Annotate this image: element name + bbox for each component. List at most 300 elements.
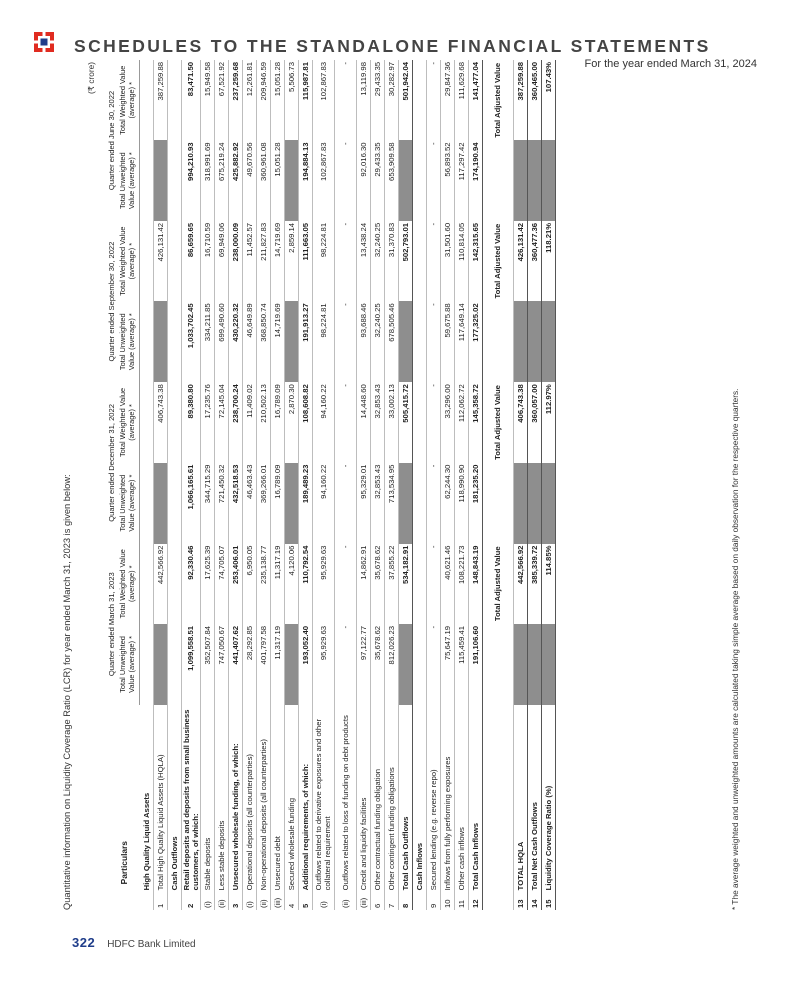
value-cell: 110,792.54 bbox=[298, 544, 312, 624]
bank-name: HDFC Bank Limited bbox=[107, 939, 196, 950]
shaded-cell bbox=[541, 301, 555, 382]
value-cell: 360,477.36 bbox=[527, 221, 541, 301]
value-cell: - bbox=[334, 301, 356, 382]
value-cell: 112.97% bbox=[541, 382, 555, 462]
value-cell: 114.85% bbox=[541, 544, 555, 624]
value-cell: 13,119.98 bbox=[356, 60, 370, 140]
shaded-cell bbox=[398, 463, 412, 544]
value-cell: 62,244.30 bbox=[440, 463, 454, 544]
value-cell: 387,259.88 bbox=[153, 60, 167, 140]
header-adjusted: Total Adjusted Value bbox=[482, 60, 513, 140]
value-cell: 360,465.00 bbox=[527, 60, 541, 140]
row-label: Inflows from fully performing exposures bbox=[440, 705, 454, 892]
value-cell: 17,235.76 bbox=[200, 382, 214, 462]
value-cell: 32,853.43 bbox=[370, 382, 384, 462]
value-cell: 98,224.81 bbox=[312, 221, 334, 301]
blank-cell bbox=[482, 140, 513, 220]
value-cell: - bbox=[334, 221, 356, 301]
value-cell: 111,663.05 bbox=[298, 221, 312, 301]
header-quarter-q4: Quarter ended March 31, 2023 bbox=[107, 572, 116, 677]
shaded-cell bbox=[513, 140, 527, 220]
value-cell: 94,160.22 bbox=[312, 382, 334, 462]
value-cell: 95,929.63 bbox=[312, 544, 334, 624]
value-cell: 86,659.65 bbox=[181, 221, 200, 301]
shaded-cell bbox=[513, 463, 527, 544]
header-adjusted: Total Adjusted Value bbox=[482, 544, 513, 624]
table-row bbox=[140, 60, 154, 910]
table-row bbox=[513, 60, 527, 910]
value-cell: 426,131.42 bbox=[513, 221, 527, 301]
row-number: (i) bbox=[200, 892, 214, 910]
row-label: Unsecured wholesale funding, of which: bbox=[228, 705, 242, 892]
value-cell: 334,211.85 bbox=[200, 301, 214, 382]
header-quarter-q1: Quarter ended June 30, 2022 bbox=[107, 90, 116, 191]
value-cell: 442,566.92 bbox=[153, 544, 167, 624]
value-cell: 95,929.63 bbox=[312, 624, 334, 705]
row-number: (iii) bbox=[356, 892, 370, 910]
value-cell: 97,122.77 bbox=[356, 624, 370, 705]
row-label: Cash Outflows bbox=[167, 705, 181, 892]
row-label: Additional requirements, of which: bbox=[298, 705, 312, 892]
value-cell: 14,448.60 bbox=[356, 382, 370, 462]
row-label: Other cash inflows bbox=[454, 705, 468, 892]
value-cell: 352,507.84 bbox=[200, 624, 214, 705]
table-row bbox=[541, 60, 555, 910]
value-cell: 118,990.90 bbox=[454, 463, 468, 544]
shaded-cell bbox=[541, 624, 555, 705]
value-cell: 74,705.07 bbox=[214, 544, 228, 624]
value-cell: 11,452.57 bbox=[242, 221, 256, 301]
value-cell: - bbox=[426, 544, 440, 624]
row-number bbox=[167, 892, 181, 910]
value-cell: 108,608.82 bbox=[298, 382, 312, 462]
adjusted-header-row bbox=[482, 60, 513, 910]
row-label: Credit and liquidity facilities bbox=[356, 705, 370, 892]
section-spacer bbox=[412, 60, 426, 705]
value-cell: 181,235.20 bbox=[468, 463, 482, 544]
table-row bbox=[468, 60, 482, 910]
row-label: Secured wholesale funding bbox=[284, 705, 298, 892]
value-cell: 49,670.56 bbox=[242, 140, 256, 220]
row-number: 1 bbox=[153, 892, 167, 910]
value-cell: 713,534.95 bbox=[384, 463, 398, 544]
value-cell: 177,325.02 bbox=[468, 301, 482, 382]
value-cell: 33,296.00 bbox=[440, 382, 454, 462]
value-cell: 110,814.05 bbox=[454, 221, 468, 301]
value-cell: 108,221.73 bbox=[454, 544, 468, 624]
table-row bbox=[527, 60, 541, 910]
value-cell: 401,797.58 bbox=[256, 624, 270, 705]
table-row bbox=[370, 60, 384, 910]
row-number bbox=[412, 892, 426, 910]
value-cell: 11,317.19 bbox=[270, 624, 284, 705]
value-cell: 237,259.68 bbox=[228, 60, 242, 140]
shaded-cell bbox=[398, 624, 412, 705]
value-cell: 235,138.77 bbox=[256, 544, 270, 624]
hdfc-logo-icon bbox=[34, 32, 54, 52]
value-cell: 15,949.58 bbox=[200, 60, 214, 140]
value-cell: 11,409.02 bbox=[242, 382, 256, 462]
value-cell: 30,282.97 bbox=[384, 60, 398, 140]
row-label: High Quality Liquid Assets bbox=[140, 705, 154, 892]
value-cell: 142,315.65 bbox=[468, 221, 482, 301]
value-cell: 32,240.25 bbox=[370, 221, 384, 301]
row-label: Stable deposits bbox=[200, 705, 214, 892]
table-row bbox=[440, 60, 454, 910]
value-cell: 102,867.83 bbox=[312, 140, 334, 220]
header-weighted: Total Weighted Value (average) * bbox=[117, 544, 140, 624]
row-number: (iii) bbox=[270, 892, 284, 910]
blank-cell bbox=[482, 705, 513, 892]
shaded-cell bbox=[541, 463, 555, 544]
value-cell: 29,433.35 bbox=[370, 60, 384, 140]
value-cell: 534,182.91 bbox=[398, 544, 412, 624]
row-number: 10 bbox=[440, 892, 454, 910]
value-cell: 344,715.29 bbox=[200, 463, 214, 544]
table-row bbox=[153, 60, 167, 910]
value-cell: 211,827.83 bbox=[256, 221, 270, 301]
row-number bbox=[140, 892, 154, 910]
section-spacer bbox=[140, 60, 154, 705]
table-row bbox=[426, 60, 440, 910]
row-number: 6 bbox=[370, 892, 384, 910]
value-cell: 501,942.04 bbox=[398, 60, 412, 140]
value-cell: 31,370.83 bbox=[384, 221, 398, 301]
table-row bbox=[167, 60, 181, 910]
value-cell: 28,292.85 bbox=[242, 624, 256, 705]
page-subtitle: For the year ended March 31, 2024 bbox=[584, 58, 757, 70]
header-unweighted: Total Unweighted Value (average) * bbox=[117, 463, 140, 544]
row-label: Secured lending (e.g. reverse repo) bbox=[426, 705, 440, 892]
table-row bbox=[200, 60, 214, 910]
value-cell: 16,710.59 bbox=[200, 221, 214, 301]
page-footer bbox=[72, 934, 196, 952]
value-cell: 115,459.41 bbox=[454, 624, 468, 705]
table-row bbox=[228, 60, 242, 910]
value-cell: 32,240.25 bbox=[370, 301, 384, 382]
value-cell: 15,051.28 bbox=[270, 60, 284, 140]
value-cell: 14,862.91 bbox=[356, 544, 370, 624]
value-cell: 253,406.01 bbox=[228, 544, 242, 624]
header-unweighted: Total Unweighted Value (average) * bbox=[117, 140, 140, 220]
value-cell: 148,843.19 bbox=[468, 544, 482, 624]
value-cell: 145,358.72 bbox=[468, 382, 482, 462]
value-cell: 29,433.35 bbox=[370, 140, 384, 220]
value-cell: 32,853.43 bbox=[370, 463, 384, 544]
header-unweighted: Total Unweighted Value (average) * bbox=[117, 624, 140, 705]
value-cell: 16,789.09 bbox=[270, 382, 284, 462]
value-cell: 1,099,558.51 bbox=[181, 624, 200, 705]
row-number: 12 bbox=[468, 892, 482, 910]
value-cell: 141,477.04 bbox=[468, 60, 482, 140]
value-cell: 111,629.68 bbox=[454, 60, 468, 140]
row-number: 11 bbox=[454, 892, 468, 910]
shaded-cell bbox=[527, 463, 541, 544]
table-row bbox=[284, 60, 298, 910]
row-label: Operational deposits (all counterparties) bbox=[242, 705, 256, 892]
table-row bbox=[270, 60, 284, 910]
blank-cell bbox=[482, 463, 513, 544]
value-cell: 1,033,702.45 bbox=[181, 301, 200, 382]
value-cell: 33,002.13 bbox=[384, 382, 398, 462]
row-number: 3 bbox=[228, 892, 242, 910]
row-label: Outflows related to loss of funding on debt products bbox=[334, 705, 356, 892]
row-label: Total High Quality Liquid Assets (HQLA) bbox=[153, 705, 167, 892]
table-row bbox=[384, 60, 398, 910]
value-cell: 406,743.38 bbox=[153, 382, 167, 462]
value-cell: 209,946.59 bbox=[256, 60, 270, 140]
table-row bbox=[214, 60, 228, 910]
value-cell: 174,190.94 bbox=[468, 140, 482, 220]
row-number: 14 bbox=[527, 892, 541, 910]
value-cell: 360,057.00 bbox=[527, 382, 541, 462]
value-cell: 89,380.80 bbox=[181, 382, 200, 462]
value-cell: 93,688.46 bbox=[356, 301, 370, 382]
value-cell: 441,407.62 bbox=[228, 624, 242, 705]
row-label: Unsecured debt bbox=[270, 705, 284, 892]
header-weighted: Total Weighted Value (average) * bbox=[117, 382, 140, 462]
value-cell: 193,052.40 bbox=[298, 624, 312, 705]
row-number: 8 bbox=[398, 892, 412, 910]
value-cell: 35,678.62 bbox=[370, 624, 384, 705]
value-cell: 117,297.42 bbox=[454, 140, 468, 220]
header-quarter-q2: Quarter ended September 30, 2022 bbox=[107, 241, 116, 362]
value-cell: 318,991.69 bbox=[200, 140, 214, 220]
table-row bbox=[356, 60, 370, 910]
row-label: TOTAL HQLA bbox=[513, 705, 527, 892]
row-number: (i) bbox=[242, 892, 256, 910]
value-cell: 369,266.01 bbox=[256, 463, 270, 544]
header-adjusted: Total Adjusted Value bbox=[482, 221, 513, 301]
value-cell: 67,521.92 bbox=[214, 60, 228, 140]
value-cell: 2,870.30 bbox=[284, 382, 298, 462]
value-cell: 11,317.19 bbox=[270, 544, 284, 624]
value-cell: 14,719.69 bbox=[270, 221, 284, 301]
value-cell: 46,649.89 bbox=[242, 301, 256, 382]
value-cell: 675,219.24 bbox=[214, 140, 228, 220]
value-cell: 699,490.60 bbox=[214, 301, 228, 382]
value-cell: 83,471.50 bbox=[181, 60, 200, 140]
shaded-cell bbox=[153, 624, 167, 705]
value-cell: 994,210.93 bbox=[181, 140, 200, 220]
value-cell: 191,913.27 bbox=[298, 301, 312, 382]
row-number: 5 bbox=[298, 892, 312, 910]
header-no bbox=[98, 892, 140, 910]
table-row bbox=[312, 60, 334, 910]
shaded-cell bbox=[153, 140, 167, 220]
currency-unit: (₹ crore) bbox=[86, 62, 96, 95]
value-cell: 117,649.14 bbox=[454, 301, 468, 382]
value-cell: 4,120.06 bbox=[284, 544, 298, 624]
row-label: Total Cash Outflows bbox=[398, 705, 412, 892]
value-cell: 812,026.23 bbox=[384, 624, 398, 705]
value-cell: 102,867.83 bbox=[312, 60, 334, 140]
shaded-cell bbox=[153, 463, 167, 544]
lcr-rotated-panel bbox=[60, 60, 750, 910]
value-cell: 194,884.13 bbox=[298, 140, 312, 220]
header-particulars: Particulars bbox=[118, 841, 129, 885]
table-row bbox=[181, 60, 200, 910]
value-cell: 238,000.09 bbox=[228, 221, 242, 301]
value-cell: 387,259.88 bbox=[513, 60, 527, 140]
value-cell: - bbox=[334, 624, 356, 705]
row-label: Less stable deposits bbox=[214, 705, 228, 892]
footnote: * The average weighted and unweighted amounts are calculated taking simple average based on daily observation for the respective quarters. bbox=[730, 388, 740, 910]
row-label: Other contractual funding obligation bbox=[370, 705, 384, 892]
value-cell: 442,566.92 bbox=[513, 544, 527, 624]
value-cell: 360,961.08 bbox=[256, 140, 270, 220]
row-number: 15 bbox=[541, 892, 555, 910]
value-cell: 12,261.81 bbox=[242, 60, 256, 140]
value-cell: 69,949.06 bbox=[214, 221, 228, 301]
header-adjusted: Total Adjusted Value bbox=[482, 382, 513, 462]
table-row bbox=[398, 60, 412, 910]
value-cell: 94,160.22 bbox=[312, 463, 334, 544]
value-cell: 13,438.24 bbox=[356, 221, 370, 301]
page-title: SCHEDULES TO THE STANDALONE FINANCIAL STATEMENTS bbox=[74, 36, 711, 56]
row-number: 7 bbox=[384, 892, 398, 910]
row-label: Non-operational deposits (all counterparties) bbox=[256, 705, 270, 892]
shaded-cell bbox=[398, 140, 412, 220]
row-number: 2 bbox=[181, 892, 200, 910]
value-cell: 107.43% bbox=[541, 60, 555, 140]
value-cell: 747,050.67 bbox=[214, 624, 228, 705]
value-cell: 210,502.13 bbox=[256, 382, 270, 462]
shaded-cell bbox=[541, 140, 555, 220]
value-cell: 678,505.46 bbox=[384, 301, 398, 382]
value-cell: - bbox=[334, 140, 356, 220]
value-cell: 505,415.72 bbox=[398, 382, 412, 462]
value-cell: 17,625.39 bbox=[200, 544, 214, 624]
lcr-table-body bbox=[140, 60, 556, 910]
table-row bbox=[412, 60, 426, 910]
value-cell: - bbox=[426, 463, 440, 544]
value-cell: 502,793.01 bbox=[398, 221, 412, 301]
row-number: 9 bbox=[426, 892, 440, 910]
value-cell: 1,066,165.61 bbox=[181, 463, 200, 544]
value-cell: 112,062.72 bbox=[454, 382, 468, 462]
value-cell: 721,450.32 bbox=[214, 463, 228, 544]
shaded-cell bbox=[398, 301, 412, 382]
shaded-cell bbox=[284, 140, 298, 220]
value-cell: 56,893.52 bbox=[440, 140, 454, 220]
value-cell: 426,131.42 bbox=[153, 221, 167, 301]
lcr-table bbox=[98, 60, 556, 910]
shaded-cell bbox=[513, 624, 527, 705]
value-cell: - bbox=[426, 221, 440, 301]
value-cell: 5,506.73 bbox=[284, 60, 298, 140]
value-cell: 118.21% bbox=[541, 221, 555, 301]
value-cell: 98,224.81 bbox=[312, 301, 334, 382]
row-number: (ii) bbox=[334, 892, 356, 910]
table-row bbox=[242, 60, 256, 910]
shaded-cell bbox=[284, 463, 298, 544]
shaded-cell bbox=[527, 624, 541, 705]
blank-cell bbox=[482, 892, 513, 910]
value-cell: - bbox=[426, 140, 440, 220]
blank-cell bbox=[482, 624, 513, 705]
value-cell: 29,847.36 bbox=[440, 60, 454, 140]
section-spacer bbox=[167, 60, 181, 705]
shaded-cell bbox=[527, 301, 541, 382]
value-cell: 432,518.53 bbox=[228, 463, 242, 544]
value-cell: 15,051.28 bbox=[270, 140, 284, 220]
header-weighted: Total Weighted Value (average) * bbox=[117, 221, 140, 301]
row-label: Total Net Cash Outflows bbox=[527, 705, 541, 892]
value-cell: 37,855.22 bbox=[384, 544, 398, 624]
value-cell: 430,220.32 bbox=[228, 301, 242, 382]
shaded-cell bbox=[284, 301, 298, 382]
table-row bbox=[256, 60, 270, 910]
value-cell: - bbox=[426, 60, 440, 140]
value-cell: 72,145.04 bbox=[214, 382, 228, 462]
value-cell: - bbox=[426, 301, 440, 382]
value-cell: 95,329.01 bbox=[356, 463, 370, 544]
row-label: Other contingent funding obligations bbox=[384, 705, 398, 892]
value-cell: 425,882.92 bbox=[228, 140, 242, 220]
value-cell: 115,987.81 bbox=[298, 60, 312, 140]
table-caption: Quantitative information on Liquidity Coverage Ratio (LCR) for year ended March 31, 2023 is given below: bbox=[62, 474, 72, 910]
row-number: 4 bbox=[284, 892, 298, 910]
value-cell: 75,647.19 bbox=[440, 624, 454, 705]
value-cell: 406,743.38 bbox=[513, 382, 527, 462]
table-row bbox=[298, 60, 312, 910]
value-cell: 6,950.05 bbox=[242, 544, 256, 624]
row-number: (i) bbox=[312, 892, 334, 910]
value-cell: 16,789.09 bbox=[270, 463, 284, 544]
blank-cell bbox=[482, 301, 513, 382]
value-cell: - bbox=[334, 382, 356, 462]
value-cell: 189,489.23 bbox=[298, 463, 312, 544]
header-quarter-q3: Quarter ended December 31, 2022 bbox=[107, 404, 116, 522]
value-cell: - bbox=[426, 382, 440, 462]
value-cell: 2,859.14 bbox=[284, 221, 298, 301]
value-cell: 191,106.60 bbox=[468, 624, 482, 705]
shaded-cell bbox=[527, 140, 541, 220]
shaded-cell bbox=[513, 301, 527, 382]
page-number: 322 bbox=[72, 935, 96, 950]
row-number: (ii) bbox=[256, 892, 270, 910]
row-label: Cash Inflows bbox=[412, 705, 426, 892]
shaded-cell bbox=[284, 624, 298, 705]
table-row bbox=[454, 60, 468, 910]
header-weighted: Total Weighted Value (average) * bbox=[117, 60, 140, 140]
row-label: Total Cash Inflows bbox=[468, 705, 482, 892]
value-cell: 92,330.46 bbox=[181, 544, 200, 624]
value-cell: - bbox=[334, 60, 356, 140]
row-number: (ii) bbox=[214, 892, 228, 910]
value-cell: 368,850.74 bbox=[256, 301, 270, 382]
value-cell: 385,339.72 bbox=[527, 544, 541, 624]
value-cell: - bbox=[426, 624, 440, 705]
value-cell: 31,501.60 bbox=[440, 221, 454, 301]
value-cell: 40,621.46 bbox=[440, 544, 454, 624]
row-number: 13 bbox=[513, 892, 527, 910]
shaded-cell bbox=[153, 301, 167, 382]
value-cell: 14,719.69 bbox=[270, 301, 284, 382]
header-unweighted: Total Unweighted Value (average) * bbox=[117, 301, 140, 382]
value-cell: 238,700.24 bbox=[228, 382, 242, 462]
value-cell: 59,675.88 bbox=[440, 301, 454, 382]
value-cell: - bbox=[334, 544, 356, 624]
value-cell: 92,016.30 bbox=[356, 140, 370, 220]
value-cell: - bbox=[334, 463, 356, 544]
row-label: Outflows related to derivative exposures and other collateral requirement bbox=[312, 705, 334, 892]
table-row bbox=[334, 60, 356, 910]
value-cell: 653,909.58 bbox=[384, 140, 398, 220]
value-cell: 35,678.62 bbox=[370, 544, 384, 624]
value-cell: 46,463.43 bbox=[242, 463, 256, 544]
